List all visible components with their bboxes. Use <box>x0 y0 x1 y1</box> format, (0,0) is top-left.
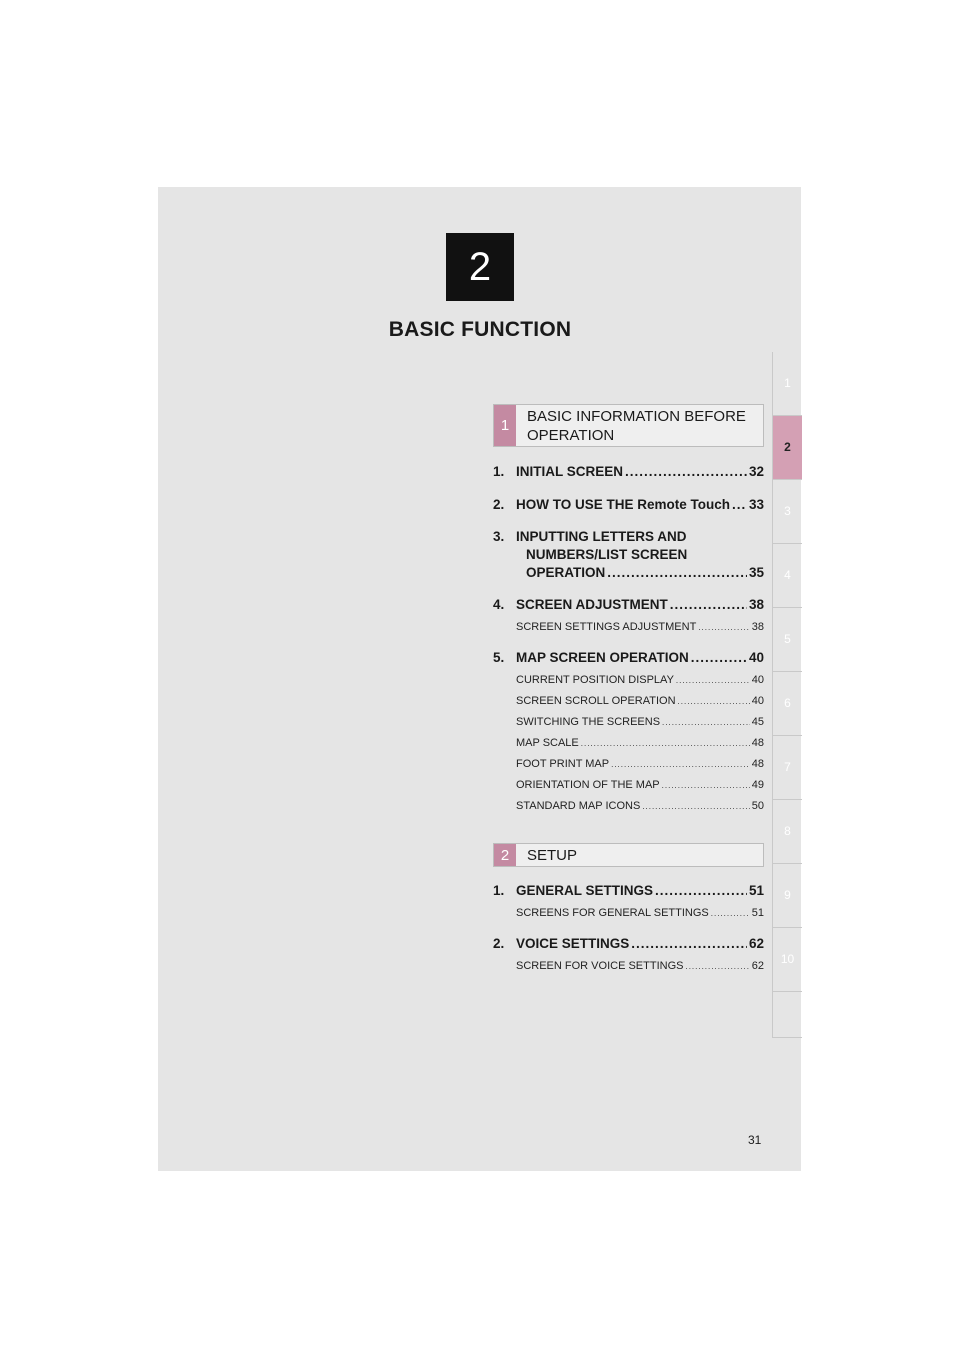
entry-page: 40 <box>748 650 764 665</box>
entry-label-line1: INPUTTING LETTERS AND <box>516 529 687 544</box>
section-2-number: 2 <box>494 844 516 866</box>
entry-label: VOICE SETTINGS <box>516 936 630 951</box>
sub-page: 48 <box>751 758 764 770</box>
toc-sub-entry[interactable] <box>516 695 764 709</box>
entry-page: 51 <box>748 883 764 898</box>
section-1-title-line1: BASIC INFORMATION BEFORE <box>527 407 746 425</box>
toc-sub-entry[interactable] <box>516 674 764 688</box>
chapter-tabs <box>772 352 802 1038</box>
toc-entry-inputting-letters[interactable] <box>493 529 764 581</box>
entry-page: 33 <box>748 497 764 512</box>
section-1-number: 1 <box>494 405 516 446</box>
toc-sub-entry[interactable] <box>516 716 764 730</box>
entry-page: 38 <box>748 597 764 612</box>
entry-label: SCREEN ADJUSTMENT <box>516 597 668 612</box>
entry-page: 62 <box>748 936 764 951</box>
section-2-header <box>493 843 764 867</box>
sub-page: 50 <box>751 800 764 812</box>
sub-label: FOOT PRINT MAP <box>516 758 610 770</box>
entry-label: GENERAL SETTINGS <box>516 883 654 898</box>
sub-page: 40 <box>751 695 764 707</box>
entry-number: 2. <box>493 936 505 951</box>
entry-label: HOW TO USE THE Remote Touch <box>516 497 731 512</box>
entry-number: 5. <box>493 650 505 665</box>
section-1-title-line2: OPERATION <box>527 426 615 444</box>
toc-sub-entry[interactable] <box>516 621 764 635</box>
section-1-header <box>493 404 764 447</box>
toc-sub-entry[interactable] <box>516 737 764 751</box>
page-number: 31 <box>748 1133 762 1147</box>
sub-page: 38 <box>751 621 764 633</box>
tab-10[interactable]: 10 <box>773 928 802 992</box>
entry-number: 3. <box>493 529 505 544</box>
entry-label: MAP SCREEN OPERATION <box>516 650 689 665</box>
toc-sub-entry[interactable] <box>516 800 764 814</box>
chapter-title: BASIC FUNCTION <box>388 318 572 341</box>
tab-5[interactable]: 5 <box>773 608 802 672</box>
sub-label: SWITCHING THE SCREENS <box>516 716 661 728</box>
entry-number: 2. <box>493 497 505 512</box>
entry-number: 1. <box>493 464 505 479</box>
entry-page: 35 <box>748 565 764 580</box>
sub-label: MAP SCALE <box>516 737 579 749</box>
sub-page: 62 <box>751 960 764 972</box>
tab-3[interactable]: 3 <box>773 480 802 544</box>
section-2-title: SETUP <box>527 846 578 864</box>
toc-sub-entry[interactable] <box>516 960 764 974</box>
tab-9[interactable]: 9 <box>773 864 802 928</box>
sub-page: 40 <box>751 674 764 686</box>
entry-label-line2: NUMBERS/LIST SCREEN <box>526 547 688 562</box>
sub-label: CURRENT POSITION DISPLAY <box>516 674 674 686</box>
tab-4[interactable]: 4 <box>773 544 802 608</box>
toc-sub-entry[interactable] <box>516 907 764 921</box>
tab-8[interactable]: 8 <box>773 800 802 864</box>
toc-sub-entry[interactable] <box>516 758 764 772</box>
chapter-number-box: 2 <box>446 233 514 301</box>
tab-1[interactable]: 1 <box>773 352 802 416</box>
entry-page: 32 <box>748 464 764 479</box>
section-1-title <box>527 405 757 446</box>
entry-label: INITIAL SCREEN <box>516 464 624 479</box>
sub-label: STANDARD MAP ICONS <box>516 800 641 812</box>
sub-label: ORIENTATION OF THE MAP <box>516 779 660 791</box>
tab-2[interactable]: 2 <box>773 416 802 480</box>
entry-number: 1. <box>493 883 505 898</box>
toc-sub-entry[interactable] <box>516 779 764 793</box>
sub-label: SCREEN FOR VOICE SETTINGS <box>516 960 684 972</box>
sub-label: SCREENS FOR GENERAL SETTINGS <box>516 907 709 919</box>
tab-blank <box>773 992 802 1038</box>
sub-page: 48 <box>751 737 764 749</box>
entry-number: 4. <box>493 597 505 612</box>
sub-page: 51 <box>751 907 764 919</box>
sub-label: SCREEN SCROLL OPERATION <box>516 695 676 707</box>
tab-7[interactable]: 7 <box>773 736 802 800</box>
tab-6[interactable]: 6 <box>773 672 802 736</box>
sub-page: 45 <box>751 716 764 728</box>
sub-page: 49 <box>751 779 764 791</box>
sub-label: SCREEN SETTINGS ADJUSTMENT <box>516 621 697 633</box>
entry-label: OPERATION <box>526 565 606 580</box>
